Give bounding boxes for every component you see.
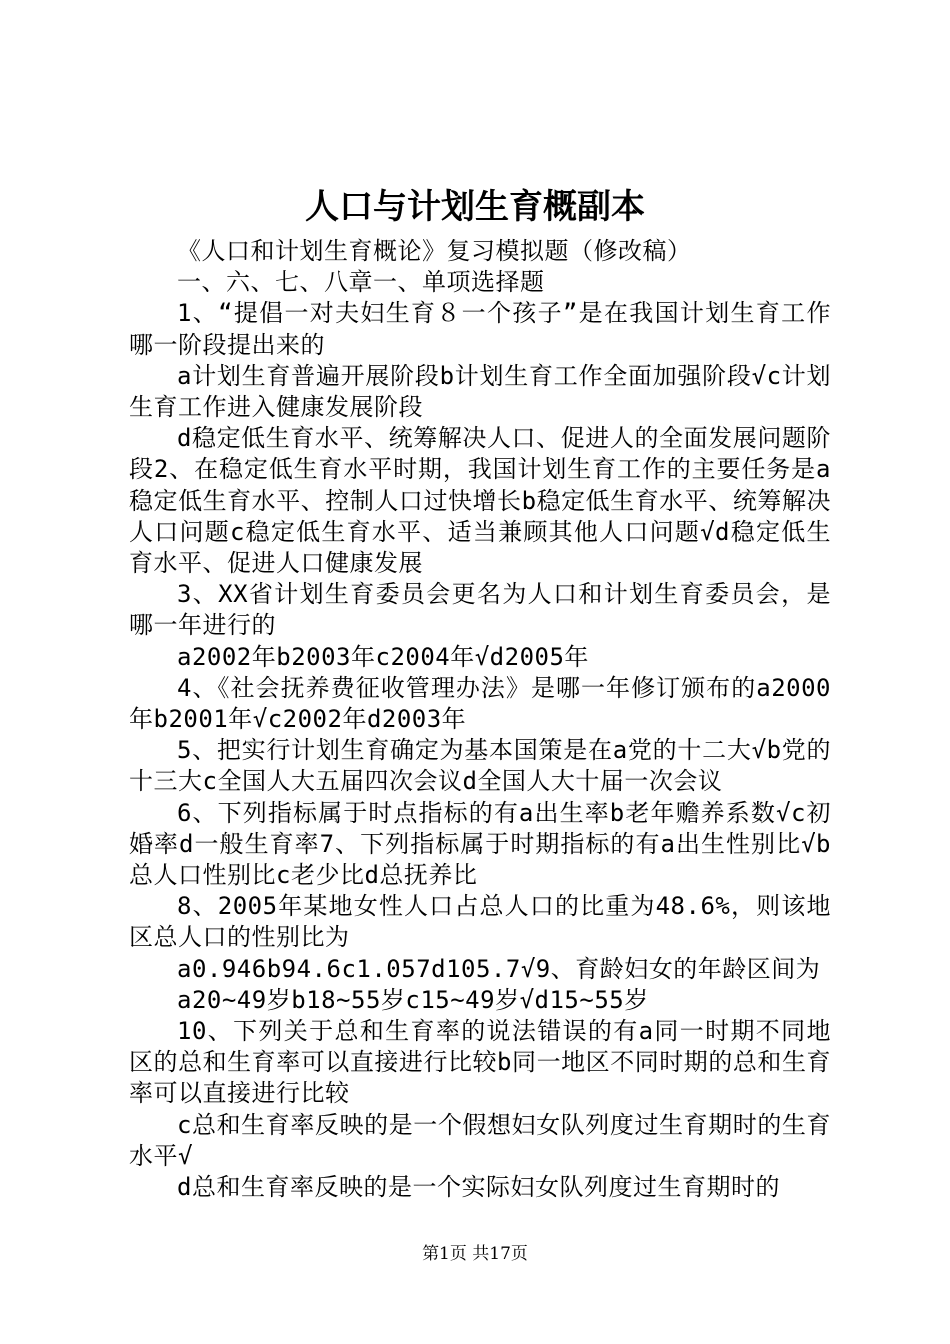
paragraph: 3、XX省计划生育委员会更名为人口和计划生育委员会，是哪一年进行的 xyxy=(129,580,831,640)
paragraph: a2002年b2003年c2004年√d2005年 xyxy=(177,642,589,671)
paragraph: d总和生育率反映的是一个实际妇女队列度过生育期时的 xyxy=(177,1173,780,1202)
paragraph: c总和生育率反映的是一个假想妇女队列度过生育期时的生育水平√ xyxy=(129,1110,831,1170)
paragraph: 1、“提倡一对夫妇生育８一个孩子”是在我国计划生育工作哪一阶段提出来的 xyxy=(129,299,831,359)
paragraph: 《人口和计划生育概论》复习模拟题（修改稿） xyxy=(177,237,692,265)
paragraph: a计划生育普遍开展阶段b计划生育工作全面加强阶段√c计划生育工作进入健康发展阶段 xyxy=(129,361,831,422)
paragraph: 一、六、七、八章一、单项选择题 xyxy=(177,268,545,297)
paragraph: d稳定低生育水平、统筹解决人口、促进人的全面发展问题阶段2、在稳定低生育水平时期，我国计划生育工作的主要任务是a稳定低生育水平、控制人口过快增长b稳定低生育水平、统筹解决人口问题c稳定低生育水平、适当兼顾其他人口问题√d稳定低生育水平、促进人口健康发展 xyxy=(129,424,831,578)
paragraph: 10、下列关于总和生育率的说法错误的有a同一时期不同地区的总和生育率可以直接进行比较b同一地区不同时期的总和生育率可以直接进行比较 xyxy=(129,1017,831,1108)
paragraph: a0.946b94.6c1.057d105.7√9、育龄妇女的年龄区间为 xyxy=(177,954,821,983)
page-footer: 第1页 共17页 xyxy=(422,1244,528,1264)
paragraph: 8、2005年某地女性人口占总人口的比重为48.6%，则该地区总人口的性别比为 xyxy=(129,892,831,952)
document-body xyxy=(129,236,831,1203)
paragraph: a20~49岁b18~55岁c15~49岁√d15~55岁 xyxy=(177,985,649,1014)
paragraph: 6、下列指标属于时点指标的有a出生率b老年赡养系数√c初婚率d一般生育率7、下列指标属于时期指标的有a出生性别比√b总人口性别比c老少比d总抚养比 xyxy=(129,798,831,890)
document-title: 人口与计划生育概副本 xyxy=(305,187,645,227)
paragraph: 5、把实行计划生育确定为基本国策是在a党的十二大√b党的十三大c全国人大五届四次会议d全国人大十届一次会议 xyxy=(129,736,831,796)
paragraph: 4、《社会抚养费征收管理办法》是哪一年修订颁布的a2000年b2001年√c2002年d2003年 xyxy=(129,673,831,734)
